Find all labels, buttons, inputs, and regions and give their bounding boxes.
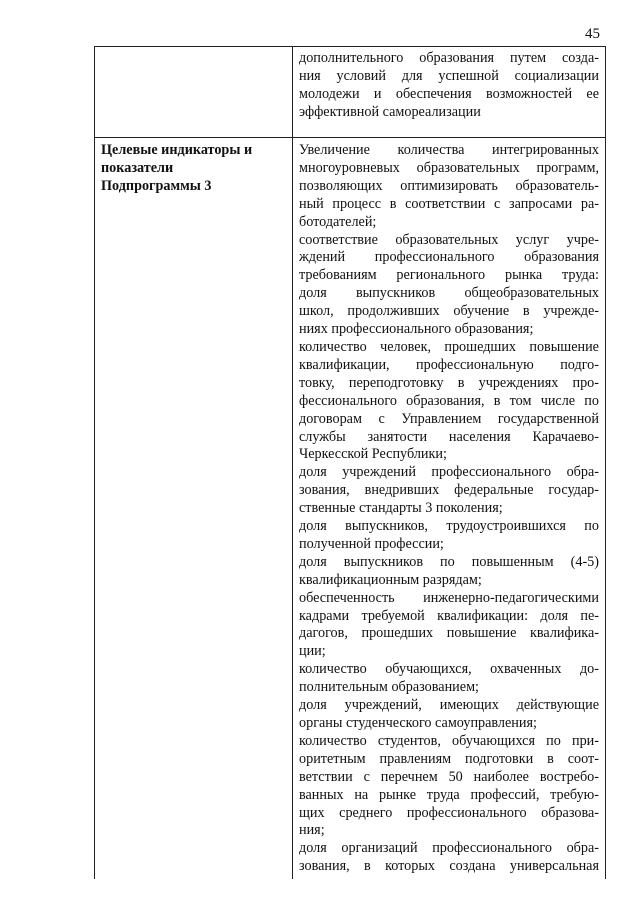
text-line: договорам с Управлением государственной (299, 410, 599, 427)
text-line: молодежи и обеспечения возможностей ее (299, 85, 599, 102)
text-line: ния; (299, 822, 325, 839)
text-line: требованиям регионального рынка труда: (299, 267, 599, 284)
text-line: ванных на рынке труда профессий, требую- (299, 786, 599, 803)
indicators-label-line: Целевые индикаторы и (101, 142, 253, 158)
text-line: ниях профессионального образования; (299, 321, 534, 338)
text-line: ботодателей; (299, 213, 377, 230)
text-line: количество студентов, обучающихся по при- (299, 732, 599, 749)
text-line: органы студенческого самоуправления; (299, 715, 537, 731)
text-line: зования, в которых создана универсальная (299, 858, 599, 875)
text-line: дополнительного образования путем созда- (299, 50, 599, 66)
text-line: кадрами требуемой квалификации: доля пе- (299, 607, 599, 624)
table-row (95, 47, 606, 138)
text-line: многоуровневых образовательных программ, (299, 159, 599, 176)
table-cell-right (293, 47, 606, 138)
table-cell-left-empty (95, 47, 293, 138)
text-line: дагогов, прошедших повышение квалифика- (299, 625, 599, 642)
text-line: доля выпускников общеобразовательных (299, 285, 599, 302)
indicators-label-line: Подпрограммы 3 (101, 177, 212, 194)
text-line: квалификационным разрядам; (299, 571, 482, 588)
text-line: доля организаций профессионального обра- (299, 840, 599, 857)
text-line: доля выпускников, трудоустроившихся по (299, 518, 599, 535)
text-line: ния условий для успешной социализации (299, 67, 599, 84)
indicators-label-line: показатели (101, 159, 174, 176)
text-line: ждений профессионального образования (299, 249, 599, 266)
text-line: обеспеченность инженерно-педагогическими (299, 589, 599, 606)
text-line: ветствии с перечнем 50 наиболее востребо- (299, 768, 599, 785)
text-line: щих среднего профессионального образова- (299, 804, 599, 821)
text-line: позволяющих оптимизировать образователь- (299, 177, 599, 194)
indicators-table (94, 46, 606, 879)
text-line: ный процесс в соответствии с запросами ра- (299, 195, 599, 212)
text-line: количество обучающихся, охваченных до- (299, 661, 599, 678)
text-line: Увеличение количества интегрированных (299, 142, 599, 158)
text-line: квалификации, профессиональную подго- (299, 356, 599, 373)
text-line: товку, переподготовку в учреждениях про- (299, 374, 599, 391)
text-line: зования, внедривших федеральные государ- (299, 482, 599, 499)
text-line: доля выпускников по повышенным (4-5) (299, 553, 599, 570)
table-row (95, 138, 606, 880)
text-line: фессионального образования, в том числе по (299, 392, 599, 409)
text-line: ственные стандарты 3 поколения; (299, 500, 503, 517)
text-line: школ, продолживших обучение в учрежде- (299, 303, 599, 320)
text-line: полученной профессии; (299, 535, 444, 552)
text-line: доля учреждений, имеющих действующие (299, 697, 599, 714)
page-number: 45 (585, 26, 600, 42)
text-line: количество человек, прошедших повышение (299, 338, 599, 355)
text-line: полнительным образованием; (299, 679, 479, 696)
text-line: ции; (299, 643, 326, 660)
text-line: службы занятости населения Карачаево- (299, 428, 599, 445)
text-line: Черкесской Республики; (299, 446, 447, 463)
text-line: доля учреждений профессионального обра- (299, 464, 599, 481)
text-line: соответствие образовательных услуг учре- (299, 231, 599, 248)
text-line: эффективной самореализации (299, 103, 481, 120)
indicators-label-cell (95, 138, 293, 880)
indicators-list-cell (293, 138, 606, 880)
text-line: оритетным правлениям подготовки в соот- (299, 750, 599, 767)
